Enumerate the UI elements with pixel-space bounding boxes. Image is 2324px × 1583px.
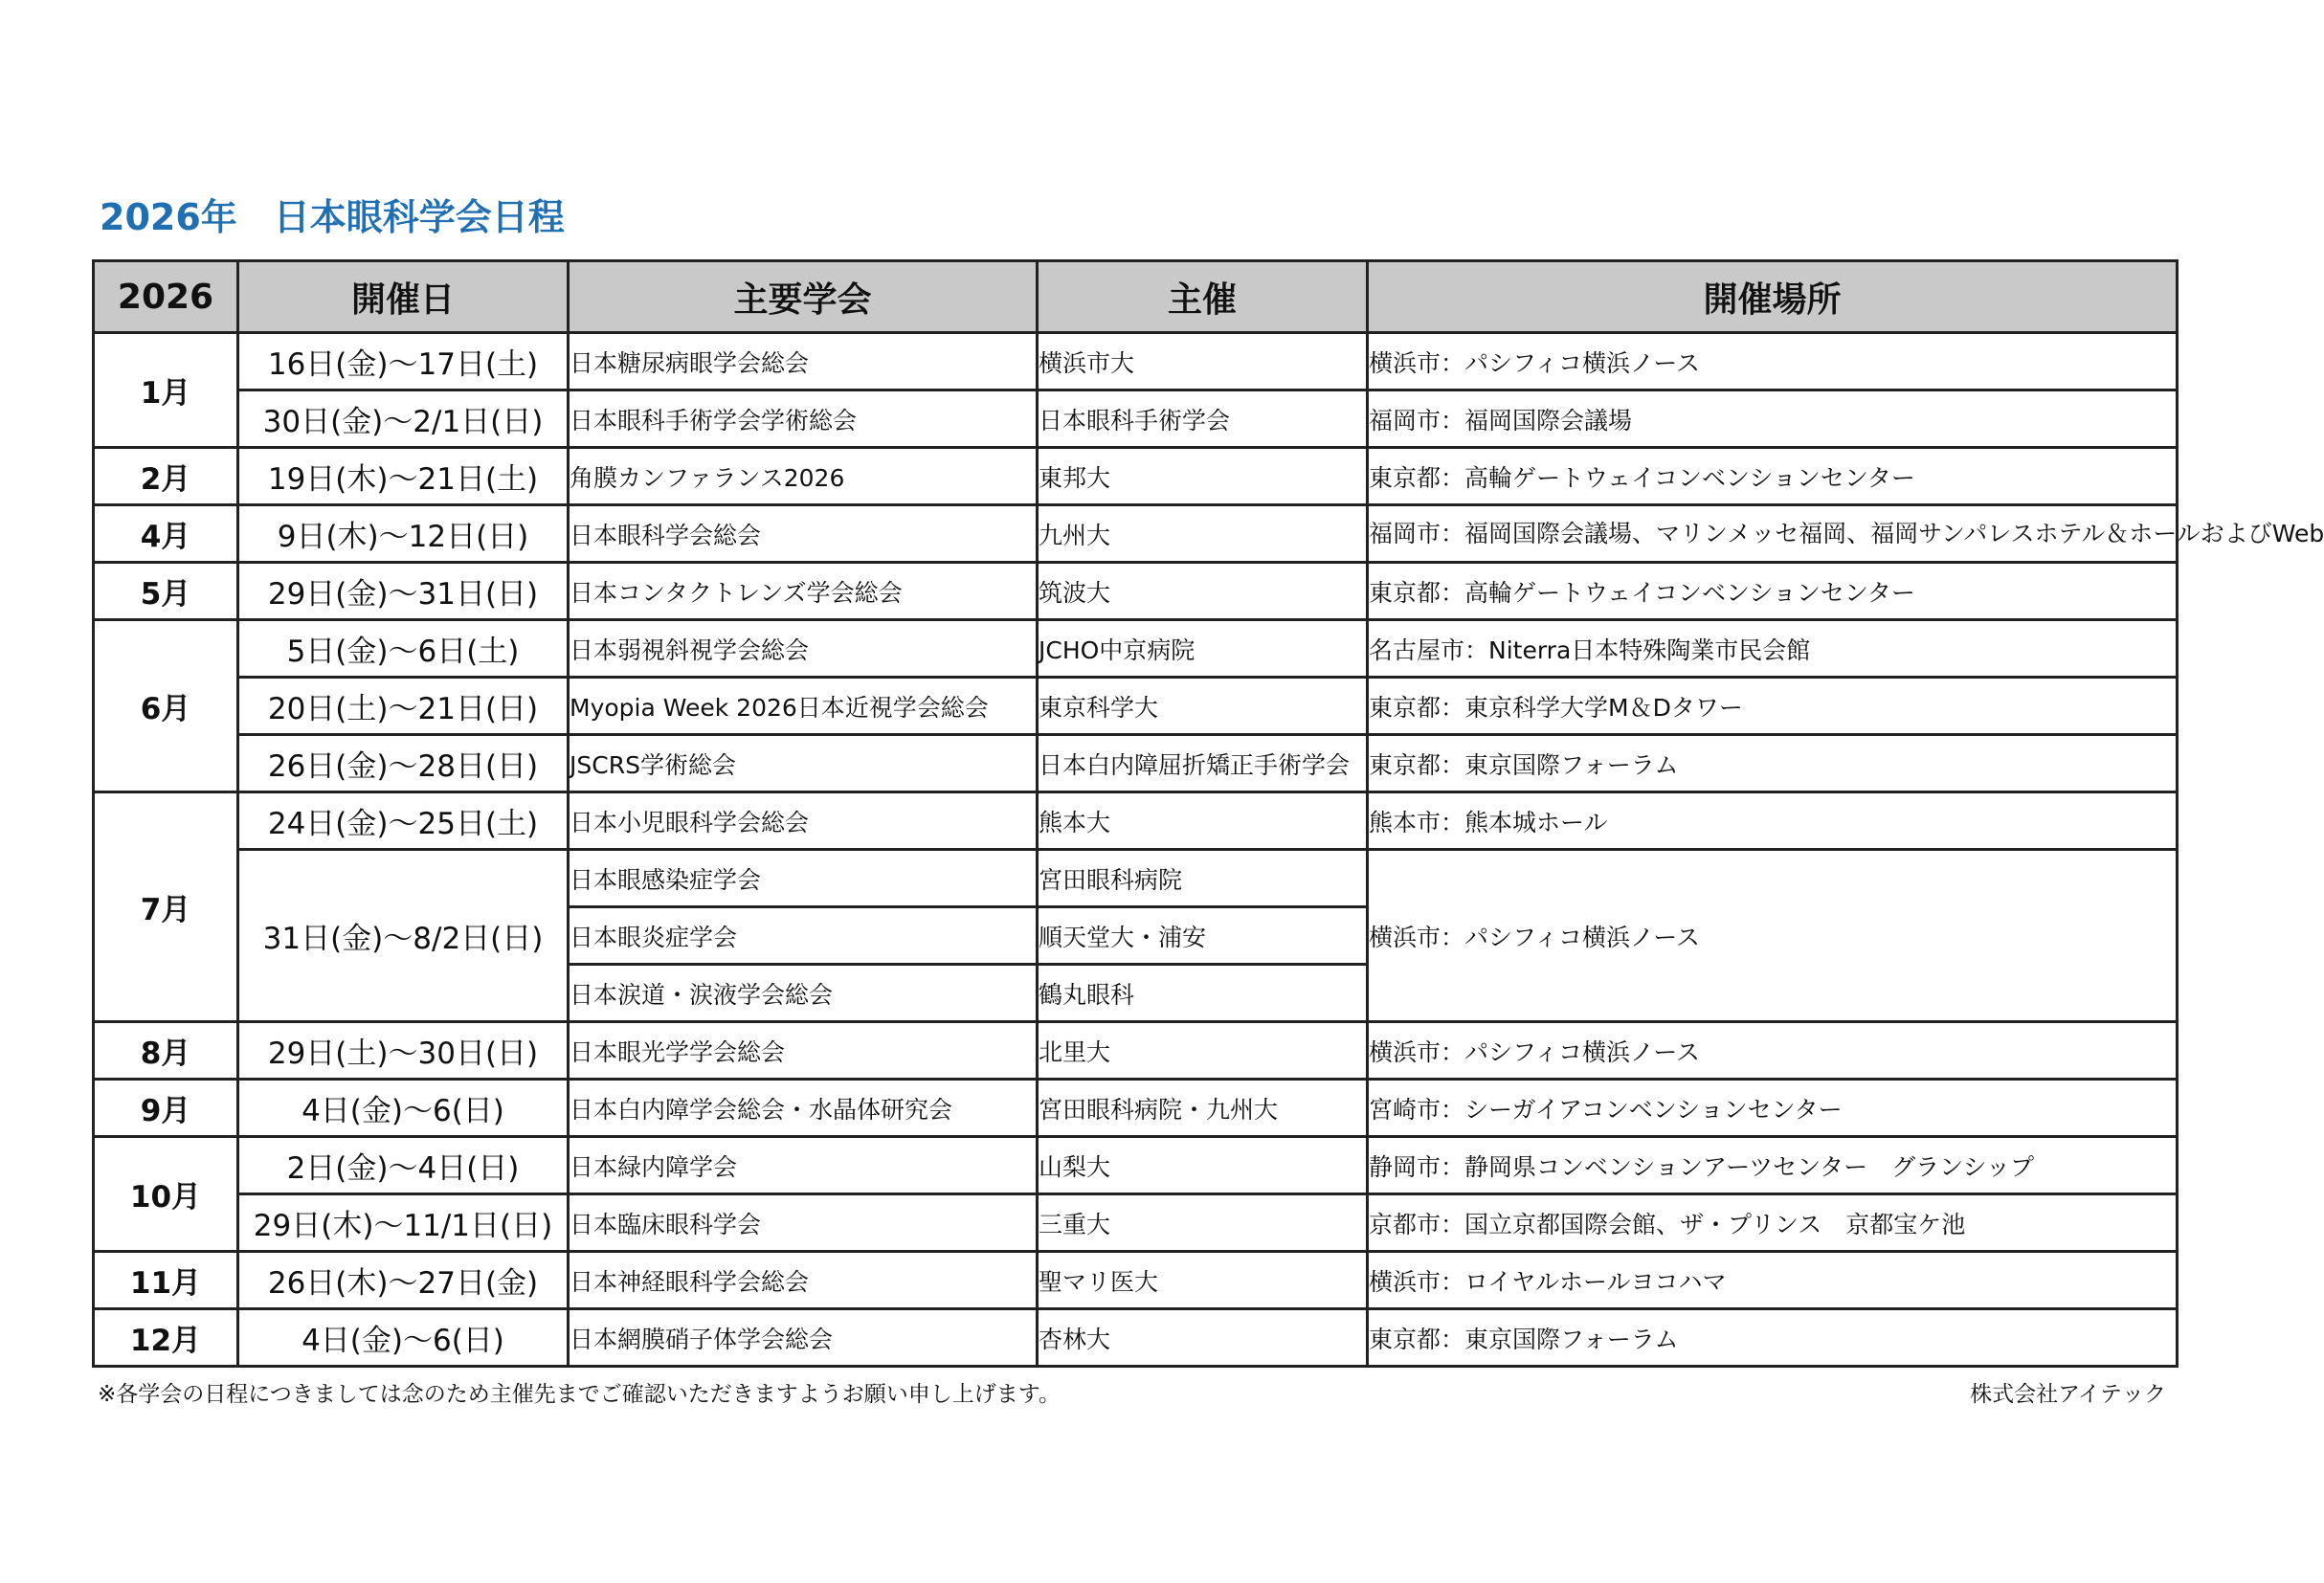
month-cell: 5月 (94, 563, 238, 620)
society-cell: 日本網膜硝子体学会総会 (569, 1309, 1038, 1367)
schedule-table (92, 259, 2324, 1368)
host-cell: 筑波大 (1038, 563, 1368, 620)
table-row (94, 390, 2178, 448)
society-cell: 日本眼感染症学会 (569, 850, 1038, 907)
header-row (94, 261, 2178, 333)
venue-cell: 熊本市：熊本城ホール (1368, 792, 2178, 850)
host-cell: 東邦大 (1038, 448, 1368, 505)
header-date: 開催日 (238, 261, 569, 333)
host-cell: 鶴丸眼科 (1038, 965, 1368, 1022)
host-cell: 宮田眼科病院 (1038, 850, 1368, 907)
table-row (94, 1022, 2178, 1080)
date-cell: 4日(金)～6(日) (238, 1309, 569, 1367)
table-row (94, 448, 2178, 505)
society-cell: 日本小児眼科学会総会 (569, 792, 1038, 850)
date-cell: 9日(木)～12日(日) (238, 505, 569, 563)
date-cell: 5日(金)～6日(土) (238, 620, 569, 678)
venue-cell: 東京都：高輪ゲートウェイコンベンションセンター (1368, 448, 2178, 505)
host-cell: 熊本大 (1038, 792, 1368, 850)
footnote: ※各学会の日程につきましては念のため主催先までご確認いただきますようお願い申し上げます。 (98, 1382, 1061, 1407)
date-cell: 4日(金)～6(日) (238, 1080, 569, 1137)
date-cell: 20日(土)～21日(日) (238, 678, 569, 735)
venue-cell: 東京都：高輪ゲートウェイコンベンションセンター (1368, 563, 2178, 620)
host-cell: 聖マリ医大 (1038, 1252, 1368, 1309)
venue-cell: 東京都：東京国際フォーラム (1368, 1309, 2178, 1367)
table-row (94, 1080, 2178, 1137)
date-cell: 29日(土)～30日(日) (238, 1022, 569, 1080)
society-cell: 日本弱視斜視学会総会 (569, 620, 1038, 678)
date-cell: 2日(金)～4日(日) (238, 1137, 569, 1194)
month-cell: 2月 (94, 448, 238, 505)
society-cell: 日本眼科学会総会 (569, 505, 1038, 563)
venue-cell: 静岡市：静岡県コンベンションアーツセンター グランシップ (1368, 1137, 2178, 1194)
society-cell: 角膜カンファランス2026 (569, 448, 1038, 505)
host-cell: 九州大 (1038, 505, 1368, 563)
society-cell: 日本緑内障学会 (569, 1137, 1038, 1194)
month-cell: 7月 (94, 792, 238, 1022)
date-cell: 19日(木)～21日(土) (238, 448, 569, 505)
date-cell: 24日(金)～25日(土) (238, 792, 569, 850)
table-row (94, 1252, 2178, 1309)
month-cell: 6月 (94, 620, 238, 792)
venue-cell: 横浜市：パシフィコ横浜ノース (1368, 333, 2178, 390)
date-cell: 30日(金)～2/1日(日) (238, 390, 569, 448)
page-title: 2026年 日本眼科学会日程 (100, 196, 565, 238)
header-host: 主催 (1038, 261, 1368, 333)
table-row (94, 678, 2178, 735)
host-cell: 宮田眼科病院・九州大 (1038, 1080, 1368, 1137)
society-cell: JSCRS学術総会 (569, 735, 1038, 792)
month-cell: 4月 (94, 505, 238, 563)
table-row (94, 333, 2178, 390)
host-cell: 東京科学大 (1038, 678, 1368, 735)
table-row (94, 792, 2178, 850)
society-cell: 日本涙道・涙液学会総会 (569, 965, 1038, 1022)
month-cell: 12月 (94, 1309, 238, 1367)
host-cell: 三重大 (1038, 1194, 1368, 1252)
society-cell: 日本コンタクトレンズ学会総会 (569, 563, 1038, 620)
venue-cell: 横浜市：パシフィコ横浜ノース (1368, 850, 2178, 1022)
month-cell: 9月 (94, 1080, 238, 1137)
table-row (94, 1194, 2178, 1252)
venue-cell: 福岡市：福岡国際会議場 (1368, 390, 2178, 448)
host-cell: 日本白内障屈折矯正手術学会 (1038, 735, 1368, 792)
host-cell: 山梨大 (1038, 1137, 1368, 1194)
venue-cell: 宮崎市：シーガイアコンベンションセンター (1368, 1080, 2178, 1137)
venue-cell: 京都市：国立京都国際会館、ザ・プリンス 京都宝ケ池 (1368, 1194, 2178, 1252)
table-row (94, 505, 2178, 563)
venue-cell: 名古屋市：Niterra日本特殊陶業市民会館 (1368, 620, 2178, 678)
table-row (94, 850, 2178, 907)
month-cell: 8月 (94, 1022, 238, 1080)
table-row (94, 563, 2178, 620)
date-cell: 16日(金)～17日(土) (238, 333, 569, 390)
host-cell: 杏林大 (1038, 1309, 1368, 1367)
month-cell: 1月 (94, 333, 238, 448)
month-cell: 11月 (94, 1252, 238, 1309)
venue-cell: 福岡市：福岡国際会議場、マリンメッセ福岡、福岡サンパレスホテル＆ホールおよびWeb (1368, 505, 2178, 563)
venue-cell: 横浜市：ロイヤルホールヨコハマ (1368, 1252, 2178, 1309)
society-cell: Myopia Week 2026日本近視学会総会 (569, 678, 1038, 735)
venue-cell: 東京都：東京科学大学M＆Dタワー (1368, 678, 2178, 735)
society-cell: 日本眼科手術学会学術総会 (569, 390, 1038, 448)
header-year: 2026 (94, 261, 238, 333)
table-row (94, 620, 2178, 678)
venue-cell: 東京都：東京国際フォーラム (1368, 735, 2178, 792)
society-cell: 日本糖尿病眼学会総会 (569, 333, 1038, 390)
company-name: 株式会社アイテック (1970, 1382, 2166, 1407)
society-cell: 日本白内障学会総会・水晶体研究会 (569, 1080, 1038, 1137)
host-cell: 日本眼科手術学会 (1038, 390, 1368, 448)
society-cell: 日本眼光学学会総会 (569, 1022, 1038, 1080)
date-cell: 26日(木)～27日(金) (238, 1252, 569, 1309)
table-row (94, 735, 2178, 792)
host-cell: 北里大 (1038, 1022, 1368, 1080)
society-cell: 日本眼炎症学会 (569, 907, 1038, 965)
society-cell: 日本臨床眼科学会 (569, 1194, 1038, 1252)
header-society: 主要学会 (569, 261, 1038, 333)
month-cell: 10月 (94, 1137, 238, 1252)
table-row (94, 1137, 2178, 1194)
host-cell: JCHO中京病院 (1038, 620, 1368, 678)
date-cell: 29日(木)～11/1日(日) (238, 1194, 569, 1252)
table-row (94, 1309, 2178, 1367)
date-cell: 26日(金)～28日(日) (238, 735, 569, 792)
header-venue: 開催場所 (1368, 261, 2178, 333)
society-cell: 日本神経眼科学会総会 (569, 1252, 1038, 1309)
host-cell: 順天堂大・浦安 (1038, 907, 1368, 965)
host-cell: 横浜市大 (1038, 333, 1368, 390)
date-cell: 29日(金)～31日(日) (238, 563, 569, 620)
venue-cell: 横浜市：パシフィコ横浜ノース (1368, 1022, 2178, 1080)
date-cell: 31日(金)～8/2日(日) (238, 850, 569, 1022)
